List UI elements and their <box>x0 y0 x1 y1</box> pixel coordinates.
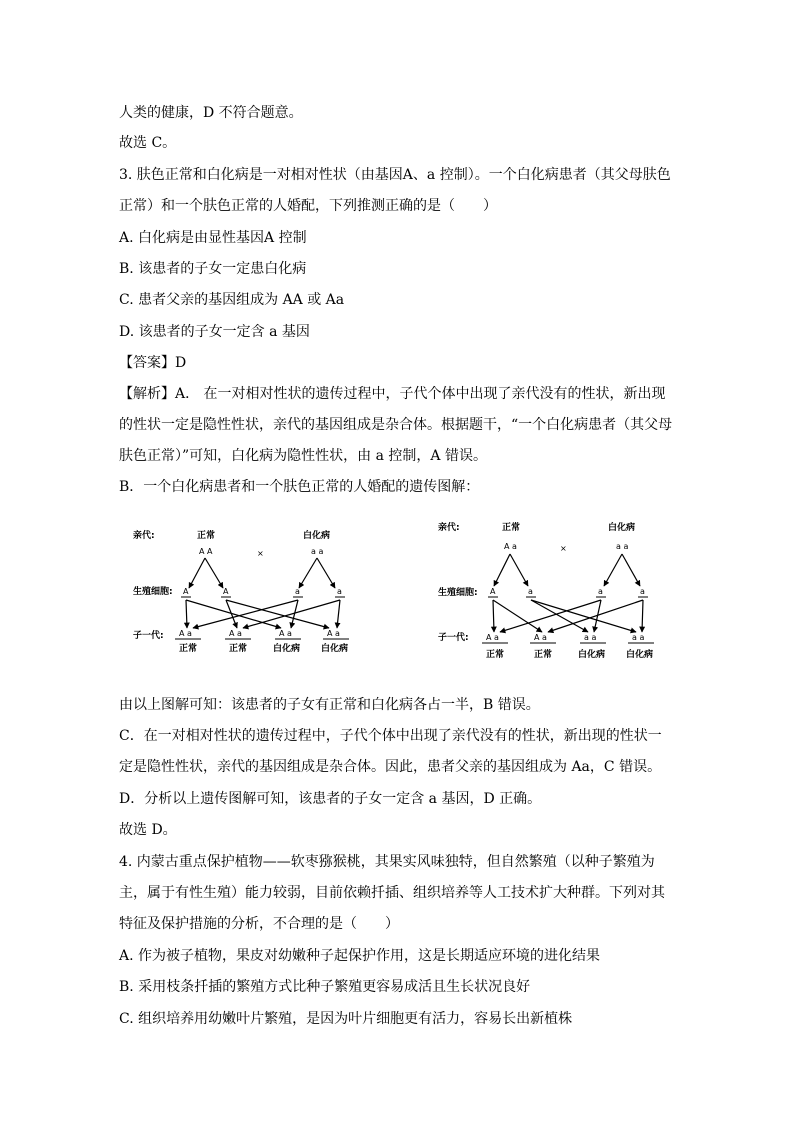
offspring-genotype: A a <box>229 629 242 638</box>
text-line: 故选 C。 <box>119 135 177 151</box>
offspring-phenotype: 正常 <box>179 644 198 654</box>
parent-right-phenotype: 白化病 <box>608 523 636 533</box>
offspring-genotype: a a <box>584 633 597 642</box>
gamete: A <box>223 587 229 596</box>
offspring-phenotype: 正常 <box>486 650 505 660</box>
text-line: 故选 D。 <box>119 822 177 838</box>
option-c: C. 患者父亲的基因组成为 AA 或 Aa <box>119 292 345 308</box>
gamete: a <box>598 587 603 596</box>
question-4-stem: 4. 内蒙古重点保护植物——软枣猕猴桃，其果实风味独特，但自然繁殖（以种子繁殖为 <box>119 854 655 870</box>
gamete-label: 生殖细胞: <box>133 587 173 597</box>
genetic-diagram-1 <box>133 512 373 662</box>
parent-left-genotype: A a <box>504 542 517 551</box>
offspring-genotype: A a <box>486 633 499 642</box>
gamete: a <box>640 587 645 596</box>
gamete: A <box>490 587 496 596</box>
analysis-line: D．分析以上遗传图解可知，该患者的子女一定含 a 基因，D 正确。 <box>119 791 542 807</box>
offspring-phenotype: 正常 <box>534 650 553 660</box>
analysis-line: 由以上图解可知：该患者的子女有正常和白化病各占一半，B 错误。 <box>119 697 540 713</box>
offspring-genotype: A a <box>279 629 292 638</box>
analysis-line: 【解析】A． 在一对相对性状的遗传过程中，子代个体中出现了亲代没有的性状，新出现 <box>119 386 666 402</box>
offspring-phenotype: 白化病 <box>321 644 349 654</box>
offspring-genotype: A a <box>327 629 340 638</box>
answer: 【答案】D <box>119 355 187 371</box>
question-3-stem: 3. 肤色正常和白化病是一对相对性状（由基因A、a 控制）。一个白化病患者（其父母肤色 <box>119 167 671 183</box>
parent-left-phenotype: 正常 <box>197 531 216 541</box>
question-4-stem: 主，属于有性生殖）能力较弱，目前依赖扦插、组织培养等人工技术扩大种群。下列对其 <box>119 885 665 901</box>
cross-sign: × <box>560 544 567 553</box>
gamete-label: 生殖细胞: <box>438 588 478 598</box>
offspring-label: 子一代: <box>133 631 164 641</box>
parent-label: 亲代: <box>438 523 460 533</box>
offspring-genotype: a a <box>632 633 645 642</box>
offspring-phenotype: 白化病 <box>626 650 654 660</box>
offspring-phenotype: 正常 <box>229 644 248 654</box>
parent-right-genotype: a a <box>311 547 324 556</box>
text-line: 人类的健康，D 不符合题意。 <box>119 105 303 121</box>
analysis-line: C．在一对相对性状的遗传过程中，子代个体中出现了亲代没有的性状，新出现的性状一 <box>119 728 662 744</box>
question-3-stem: 正常）和一个肤色正常的人婚配，下列推测正确的是（ ） <box>119 198 497 214</box>
analysis-line: B．一个白化病患者和一个肤色正常的人婚配的遗传图解： <box>119 479 480 495</box>
offspring-genotype: A a <box>179 629 192 638</box>
gamete: A <box>183 587 189 596</box>
parent-label: 亲代: <box>133 531 155 541</box>
gamete: a <box>528 587 533 596</box>
genetic-diagram-2 <box>438 512 678 662</box>
parent-left-genotype: A A <box>199 547 213 556</box>
option-a: A. 作为被子植物，果皮对幼嫩种子起保护作用，这是长期适应环境的进化结果 <box>119 948 601 964</box>
offspring-genotype: A a <box>534 633 547 642</box>
analysis-line: 定是隐性性状，亲代的基因组成是杂合体。因此，患者父亲的基因组成为 Aa，C 错误。 <box>119 759 662 775</box>
offspring-phenotype: 白化病 <box>578 650 606 660</box>
offspring-label: 子一代: <box>438 633 469 643</box>
analysis-line: 的性状一定是隐性性状，亲代的基因组成是杂合体。根据题干，“一个白化病患者（其父母 <box>119 417 673 433</box>
option-c: C. 组织培养用幼嫩叶片繁殖，是因为叶片细胞更有活力，容易长出新植株 <box>119 1011 573 1027</box>
parent-left-phenotype: 正常 <box>502 523 521 533</box>
offspring-phenotype: 白化病 <box>273 644 301 654</box>
parent-right-phenotype: 白化病 <box>303 531 331 541</box>
parent-right-genotype: a a <box>616 542 629 551</box>
option-b: B. 采用枝条扦插的繁殖方式比种子繁殖更容易成活且生长状况良好 <box>119 979 531 995</box>
question-4-stem: 特征及保护措施的分析，不合理的是（ ） <box>119 916 399 932</box>
gamete: a <box>295 587 300 596</box>
option-b: B. 该患者的子女一定患白化病 <box>119 261 307 277</box>
analysis-line: 肤色正常）”可知，白化病为隐性性状，由 a 控制，A 错误。 <box>119 448 487 464</box>
option-a: A. 白化病是由显性基因A 控制 <box>119 230 307 246</box>
cross-sign: × <box>257 549 264 558</box>
gamete: a <box>337 587 342 596</box>
option-d: D. 该患者的子女一定含 a 基因 <box>119 324 310 340</box>
